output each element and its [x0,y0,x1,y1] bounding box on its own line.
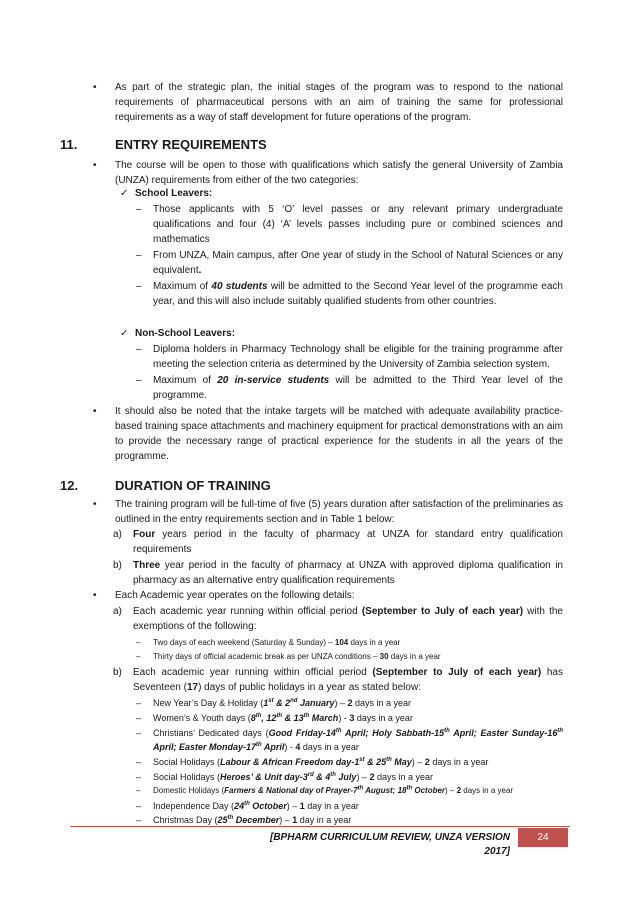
s12-bullet-2 [93,588,563,603]
holiday-text: Christmas Day ( [153,815,218,825]
holiday-new-year [136,696,563,710]
ordinal-suffix: th [386,757,392,763]
footer-title: [BPHARM CURRICULUM REVIEW, UNZA VERSION 2017] [270,832,510,857]
list-label-a: a) [113,606,122,617]
four-emphasis: Four [133,529,156,540]
ordinal-suffix: th [406,785,413,792]
ordinal-suffix: th [557,728,563,734]
holiday-text: days in a year [461,786,514,795]
ordinal-suffix: st [268,698,274,704]
break-text-a: Thirty days of official academic break as per UNZA conditions – [153,652,380,661]
three-years-text: year period in the faculty of pharmacy at UNZA with approved diploma qualification in pharmacy as an alternative entry qualification requirements [133,560,563,586]
non-school-leavers-item-2-text-a: Maximum of [153,375,218,386]
ordinal-suffix: th [335,728,342,734]
section-12-number: 12. [60,478,79,493]
ordinal-suffix: th [244,801,250,807]
dash-icon: – [136,204,142,215]
holiday-text: Independence Day ( [153,801,235,811]
ordinal-suffix: th [255,713,262,719]
ordinal-suffix: rd [307,772,314,778]
academic-period-b-bold: (September to July of each year) [372,667,542,678]
non-school-leavers-item-2 [136,373,563,403]
holiday-text: Social Holidays ( [153,757,221,767]
ordinal-suffix: th [303,713,310,719]
school-leavers-item-3 [136,279,563,309]
page-number: 24 [518,828,568,847]
ordinal-suffix: th [227,815,234,821]
holiday-count: 1 [299,801,305,811]
holiday-text: ) - [338,713,350,723]
holiday-text: ) – [286,801,300,811]
dash-icon: – [136,815,142,825]
dash-icon: – [136,786,141,795]
holiday-text: ) - [284,742,296,752]
s12-bullet-2-text: Each Academic year operates on the following details: [115,590,355,601]
holiday-month: April [261,742,285,752]
holiday-womens-youth [136,711,563,725]
dash-icon: – [136,757,142,767]
dash-icon: – [136,281,142,292]
holiday-text: ) – [411,757,425,767]
holiday-heroes-unity [136,770,563,784]
holiday-domestic [136,785,563,797]
s12-bullet-1-text: The training program will be full-time of five (5) years duration after satisfaction of the preliminaries as outlined in the entry requirements section and in Table 1 below: [115,499,563,525]
weekend-text-a: Two days of each weekend (Saturday & Sunday) – [153,638,335,647]
dash-icon: – [136,728,142,738]
twenty-students-emphasis: 20 in-service students [217,375,330,386]
three-emphasis: Three [133,560,161,571]
holiday-text: days in a year [300,742,359,752]
holiday-count: 2 [456,786,462,795]
list-label-a: a) [113,529,122,540]
non-school-leavers-title: Non-School Leavers: [135,328,236,339]
list-label-b: b) [113,560,122,571]
holiday-month: December [233,815,280,825]
holiday-text: ) – [445,786,457,795]
bullet-icon: • [93,406,97,417]
dash-icon: – [136,713,142,723]
dash-icon: – [136,375,142,386]
school-leavers-title: School Leavers: [135,188,213,199]
break-count: 30 [379,652,389,661]
holiday-date: Labour & African Freedom day-1 [220,757,360,767]
ordinal-suffix: th [357,785,364,792]
holiday-month: October [249,801,287,811]
academic-period-b-text-2: has Seventeen ( [133,667,563,693]
academic-period-a-text-2: with the exemptions of the following: [133,606,563,632]
bullet-icon: • [93,160,97,171]
bullet-icon: • [93,499,97,510]
non-school-leavers-item-2-text-b: will be admitted to the Third Year level of the programme. [153,375,563,401]
holiday-month: October [412,786,446,795]
holiday-christians [136,726,563,754]
weekend-days-item [136,637,563,649]
intro-text: As part of the strategic plan, the initial stages of the program was to respond to the national requirements of pharmaceutical persons with an aim of training the same for professional requirements as a way of staff development for future operations of the program. [115,82,563,123]
academic-period-item-a [113,604,563,634]
holiday-date: 1 [263,698,269,708]
school-leavers-item-3-text-a: Maximum of [153,281,212,292]
holiday-month: July [335,772,357,782]
dash-icon: – [136,801,142,811]
weekend-text-b: days in a year [348,638,401,647]
academic-break-item [136,651,563,663]
holiday-month: May [391,757,412,767]
break-text-b: days in a year [388,652,441,661]
dash-icon: – [136,652,141,661]
holiday-text: days in a year [352,698,412,708]
dash-icon: – [136,344,142,355]
forty-students-emphasis: 40 students [211,281,268,292]
holiday-text: New Year’s Day & Holiday ( [153,698,264,708]
academic-period-a-text-1: Each academic year running within official period [133,606,362,617]
holiday-text: ) – [279,815,293,825]
dash-icon: – [136,698,142,708]
four-years-item [113,527,563,557]
s11-bullet-1-text: The course will be open to those with qualifications which satisfy the general University of Zambia (UNZA) requirements from either of the two categories: [115,160,563,186]
holiday-date: & 2 [273,698,291,708]
holiday-text: day in a year [304,801,359,811]
dash-icon: – [136,250,142,261]
four-years-text: years period in the faculty of pharmacy at UNZA for standard entry qualification requirements [133,529,563,555]
s12-bullet-1 [93,497,563,527]
holiday-count: 4 [295,742,301,752]
holiday-christmas [136,813,563,827]
school-leavers-item-2-text: From UNZA, Main campus, after One year of study in the School of Natural Sciences or any equivalent [153,250,563,276]
holiday-text: Domestic Holidays ( [153,786,225,795]
ordinal-suffix: st [359,757,365,763]
holiday-date: April; Easter Sunday-16 [449,728,558,738]
holiday-date: April; Holy Sabbath-15 [341,728,445,738]
holiday-date: , 12 [261,713,277,723]
holiday-date: August; 18 [363,786,407,795]
dash-icon: – [136,772,142,782]
intro-paragraph [93,80,563,125]
section-11-number: 11. [60,137,78,152]
holiday-date: Good Friday-14 [268,728,336,738]
footer-divider [70,826,570,827]
holiday-count: 1 [292,815,298,825]
holiday-text: day in a year [297,815,352,825]
non-school-leavers-item-1 [136,342,563,372]
holiday-month: January [297,698,335,708]
dash-icon: – [136,638,141,647]
ordinal-suffix: th [256,742,262,748]
holiday-date: & 25 [364,757,387,767]
holiday-text: days in a year [354,713,413,723]
academic-period-b-text-1: Each academic year running within official period [133,667,373,678]
section-12-title: DURATION OF TRAINING [115,478,271,493]
holiday-date: 8 [250,713,256,723]
holiday-date: Farmers & National day of Prayer-7 [224,786,358,795]
holiday-date: 25 [217,815,228,825]
school-leavers-item-2 [136,248,563,278]
school-leavers-item-2-period: . [198,265,202,276]
holiday-independence [136,799,563,813]
holiday-count: 3 [349,713,355,723]
holiday-date: April; Easter Monday-17 [153,742,257,752]
non-school-leavers-item-1-text: Diploma holders in Pharmacy Technology shall be eligible for the training programme after meeting the selection criteria as determined by the University of Zambia selection system. [153,344,563,370]
school-leavers-item-1 [136,202,563,247]
holiday-text: days in a year [374,772,433,782]
checkmark-icon: ✓ [120,328,129,339]
holiday-month: March [309,713,339,723]
holiday-count: 2 [347,698,353,708]
s11-bullet-2-text: It should also be noted that the intake targets will be matched with adequate availability practice-based training space attachments and machinery equipment for practical demonstrations with an aim to provide the necessary range of practical experience for the students in all the years of the programme. [115,406,563,462]
school-leavers-heading [120,186,555,201]
holiday-date: & 13 [282,713,304,723]
holiday-text: days in a year [429,757,489,767]
holiday-date: 24 [234,801,245,811]
bullet-icon: • [93,590,97,601]
checkmark-icon: ✓ [120,188,129,199]
holiday-text: Women’s & Youth days ( [153,713,251,723]
weekend-count: 104 [334,638,349,647]
holiday-count: 2 [369,772,375,782]
holiday-date: & 4 [313,772,331,782]
three-years-item [113,558,563,588]
academic-period-item-b [113,665,563,695]
ordinal-suffix: th [276,713,283,719]
school-leavers-item-3-text-b: will be admitted to the Second Year level of the programme each year, and this will also include suitably qualified students from other countries. [153,281,563,307]
holiday-text: ) – [334,698,348,708]
ordinal-suffix: nd [290,698,298,704]
holiday-text: Christians’ Dedicated days ( [153,728,269,738]
holiday-count: 2 [424,757,430,767]
holiday-text: ) – [356,772,370,782]
s11-bullet-1 [93,158,563,188]
academic-period-b-text-3: ) days of public holidays in a year as stated below: [198,682,421,693]
non-school-leavers-heading [120,326,555,341]
holiday-labour-freedom [136,755,563,769]
s11-bullet-2 [93,404,563,464]
academic-period-a-bold: (September to July of each year) [361,606,524,617]
holiday-date: Heroes’ & Unit day-3 [220,772,308,782]
holiday-text: Social Holidays ( [153,772,221,782]
list-label-b: b) [113,667,122,678]
ordinal-suffix: th [444,728,450,734]
ordinal-suffix: th [330,772,336,778]
seventeen-count: 17 [186,682,199,693]
bullet-icon: • [93,82,97,93]
school-leavers-item-1-text: Those applicants with 5 ‘O’ level passes or any relevant primary undergraduate qualifications and four (4) ‘A’ levels passes including pure or combined sciences and mathematics [153,204,563,245]
section-11-title: ENTRY REQUIREMENTS [115,137,267,152]
